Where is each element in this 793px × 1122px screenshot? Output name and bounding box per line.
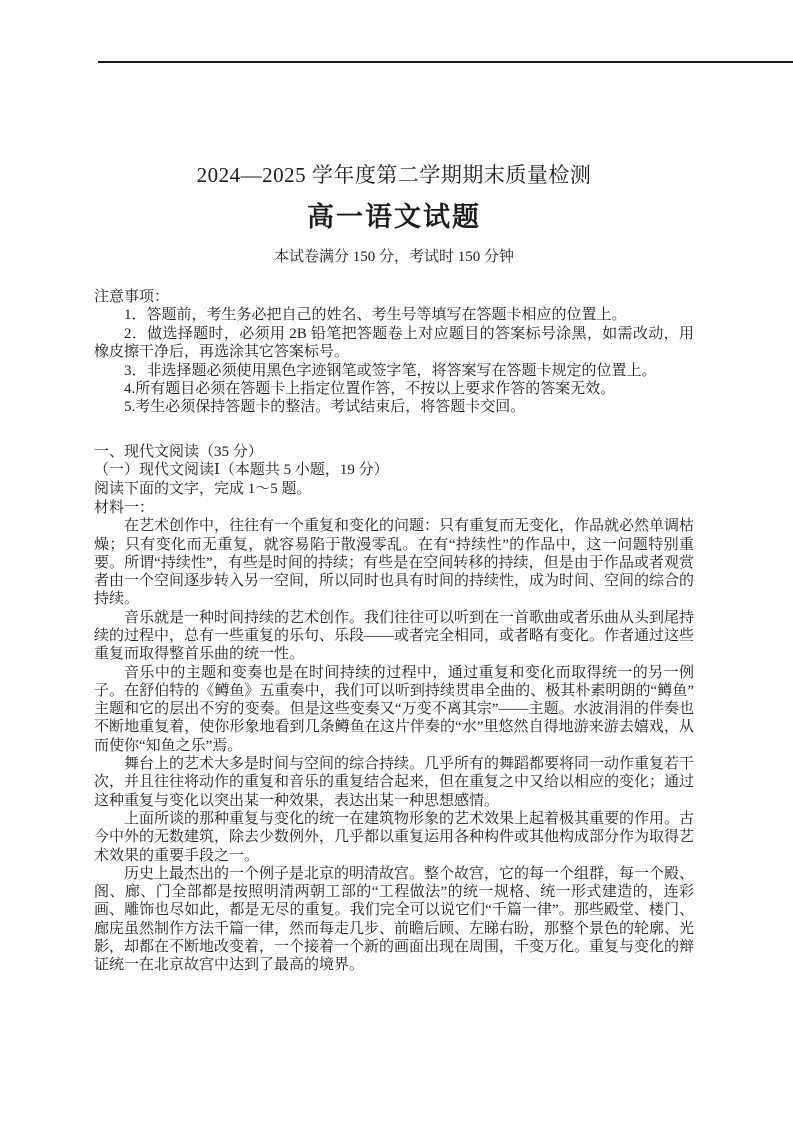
material-paragraph-1: 在艺术创作中，往往有一个重复和变化的问题：只有重复而无变化，作品就必然单调枯燥；只有变化而无重复，就容易陷于散漫零乱。在有“持续性”的作品中，这一问题特别重要。所谓“持续性”，有些是时间的持续；有些是在空间转移的持续，但是由于作品或者观赏者由一个空间逐步转入另一空间，所以同时也具有时间的持续性，成为时间、空间的综合的持续。	[94, 518, 695, 608]
material-paragraph-2: 音乐就是一种时间持续的艺术创作。我们往往可以听到在一首歌曲或者乐曲从头到尾持续的过程中，总有一些重复的乐句、乐段——或者完全相同，或者略有变化。作者通过这些重复而取得整首乐曲的统一性。	[94, 609, 695, 663]
notice-item-5: 5.考生必须保持答题卡的整洁。考试结束后，将答题卡交回。	[124, 399, 526, 416]
notice-item-1: 1．答题前，考生务必把自己的姓名、考生号等填写在答题卡相应的位置上。	[124, 307, 627, 324]
exam-title: 高一语文试题	[307, 202, 481, 232]
material-paragraph-4: 舞台上的艺术大多是时间与空间的综合持续。几乎所有的舞蹈都要将同一动作重复若干次，并且往往将动作的重复和音乐的重复结合起来，但在重复之中又给以相应的变化；通过这种重复与变化以突出某一种效果，表达出某一种思想感情。	[94, 756, 695, 809]
material-label: 材料一：	[94, 499, 155, 516]
notice-item-2: 2．做选择题时，必须用 2B 铅笔把答题卷上对应题目的答案标号涂黑，如需改动，用橡皮擦干净后，再选涂其它答案标号。	[94, 325, 694, 361]
header-rule-divider	[98, 61, 793, 63]
material-paragraph-3: 音乐中的主题和变奏也是在时间持续的过程中，通过重复和变化而取得统一的另一例子。在舒伯特的《鳟鱼》五重奏中，我们可以听到持续贯串全曲的、极其朴素明朗的“鳟鱼”主题和它的层出不穷的变奏。但是这些变奏又“万变不离其宗”——主题。水波涓涓的伴奏也不断地重复着，使你形象地看到几条鳟鱼在这片伴奏的“水”里悠然自得地游来游去嬉戏，从而使你“知鱼之乐”焉。	[94, 664, 694, 754]
notices-heading: 注意事项：	[94, 289, 170, 305]
section-heading: 一、现代文阅读（35 分）	[94, 443, 263, 460]
notice-item-4: 4.所有题目必须在答题卡上指定位置作答，不按以上要求作答的答案无效。	[124, 381, 616, 398]
notice-item-3: 3．非选择题必须使用黑色字迹钢笔或签字笔，将答案写在答题卡规定的位置上。	[124, 362, 657, 379]
notices-block	[94, 288, 694, 417]
exam-meta-line: 本试卷满分 150 分，考试时 150 分钟	[273, 249, 514, 265]
material-paragraph-5: 上面所谈的那种重复与变化的统一在建筑物形象的艺术效果上起着极其重要的作用。古今中外的无数建筑，除去少数例外，几乎都以重复运用各种构件或其他构成部分作为取得艺术效果的重要手段之一。	[94, 810, 695, 864]
material-paragraph-6: 历史上最杰出的一个例子是北京的明清故宫。整个故宫，它的每一个组群，每一个殿、阁、廊、门全部都是按照明清两朝工部的“工程做法”的统一规格、统一形式建造的，连彩画、雕饰也尽如此，都是无尽的重复。我们完全可以说它们“千篇一律”。那些殿堂、楼门、廊庑虽然制作方法千篇一律，然而每走几步、前瞻后顾、左睇右盼，那整个景色的轮廓、光影，却都在不断地改变着，一个接着一个新的画面出现在周围，千变万化。重复与变化的辩证统一在北京故宫中达到了最高的境界。	[94, 865, 695, 974]
reading-instruction: 阅读下面的文字，完成 1～5 题。	[94, 481, 312, 498]
section-part-heading: （一）现代文阅读Ⅰ（本题共 5 小题，19 分）	[94, 462, 389, 479]
page-content	[94, 162, 694, 975]
reading-section	[94, 443, 694, 975]
exam-session-title: 2024—2025 学年度第二学期期末质量检测	[196, 163, 592, 187]
